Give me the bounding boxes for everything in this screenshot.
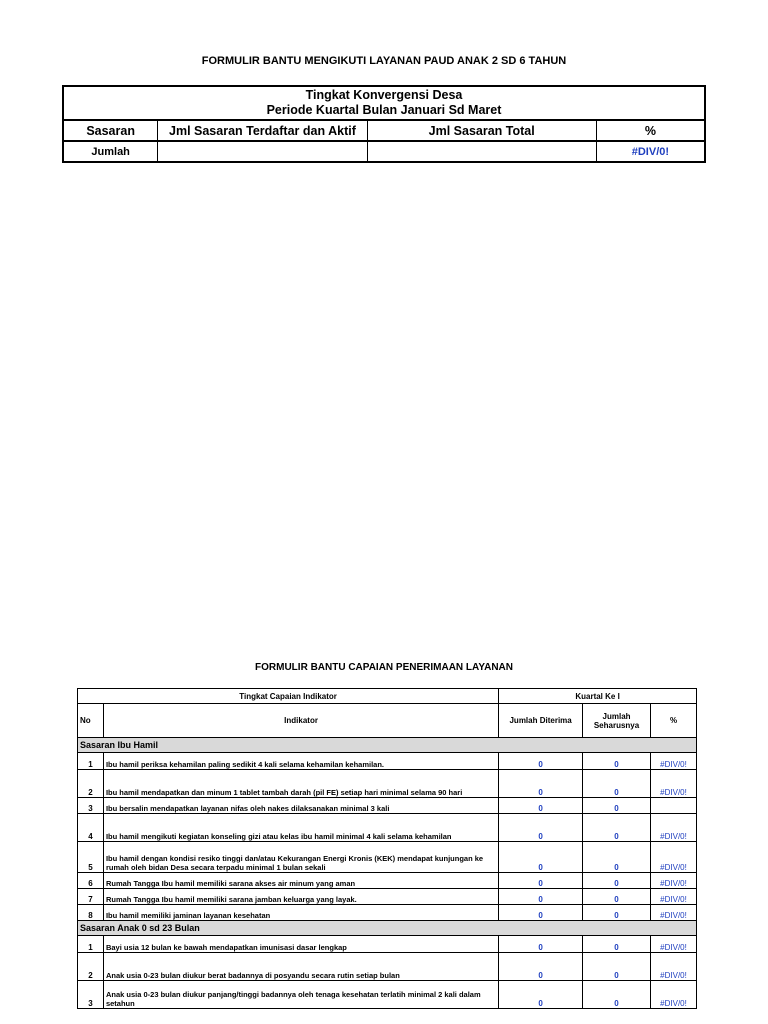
cell-terdaftar[interactable]	[158, 141, 367, 162]
quarter-header: Kuartal Ke I	[499, 689, 697, 704]
form2-title: FORMULIR BANTU CAPAIAN PENERIMAAN LAYANAN	[255, 662, 513, 673]
row-indikator: Ibu hamil memiliki jaminan layanan kesehatan	[103, 905, 498, 921]
col-pct2: %	[651, 704, 697, 738]
table-row	[78, 798, 697, 814]
row-pct: #DIV/0!	[651, 953, 697, 981]
row-pct	[651, 798, 697, 814]
row-indikator: Ibu hamil mendapatkan dan minum 1 tablet tambah darah (pil FE) setiap hari minimal selama 90 hari	[103, 770, 498, 798]
table-row	[78, 753, 697, 770]
row-seharusnya[interactable]: 0	[583, 981, 651, 1009]
row-no: 5	[78, 842, 104, 873]
header-line1: Tingkat Konvergensi Desa	[305, 88, 463, 102]
row-diterima[interactable]: 0	[499, 905, 583, 921]
row-pct: #DIV/0!	[651, 770, 697, 798]
row-no: 3	[78, 798, 104, 814]
row-no: 1	[78, 936, 104, 953]
table-row	[78, 953, 697, 981]
row-no: 8	[78, 905, 104, 921]
cell-pct: #DIV/0!	[596, 141, 705, 162]
col-sasaran: Sasaran	[63, 120, 158, 141]
row-diterima[interactable]: 0	[499, 936, 583, 953]
section-anak-0-23: Sasaran Anak 0 sd 23 Bulan	[78, 921, 697, 936]
row-diterima[interactable]: 0	[499, 873, 583, 889]
row-indikator: Anak usia 0-23 bulan diukur panjang/tinggi badannya oleh tenaga kesehatan terlatih minimal 2 kali dalam setahun	[103, 981, 498, 1009]
row-pct: #DIV/0!	[651, 936, 697, 953]
row-pct: #DIV/0!	[651, 814, 697, 842]
row-indikator: Ibu hamil mengikuti kegiatan konseling gizi atau kelas ibu hamil minimal 4 kali selama kehamilan	[103, 814, 498, 842]
col-seharusnya: Jumlah Seharusnya	[583, 704, 651, 738]
cell-total[interactable]	[367, 141, 596, 162]
row-seharusnya[interactable]: 0	[583, 936, 651, 953]
row-diterima[interactable]: 0	[499, 842, 583, 873]
row-pct: #DIV/0!	[651, 889, 697, 905]
row-diterima[interactable]: 0	[499, 981, 583, 1009]
row-no: 1	[78, 753, 104, 770]
col-total: Jml Sasaran Total	[367, 120, 596, 141]
row-no: 2	[78, 770, 104, 798]
row-pct: #DIV/0!	[651, 753, 697, 770]
row-diterima[interactable]: 0	[499, 889, 583, 905]
row-seharusnya[interactable]: 0	[583, 953, 651, 981]
row-pct: #DIV/0!	[651, 981, 697, 1009]
row-diterima[interactable]: 0	[499, 798, 583, 814]
section-ibu-hamil: Sasaran Ibu Hamil	[78, 738, 697, 753]
form1-title: FORMULIR BANTU MENGIKUTI LAYANAN PAUD ANAK 2 SD 6 TAHUN	[201, 55, 567, 67]
row-indikator: Ibu bersalin mendapatkan layanan nifas oleh nakes dilaksanakan minimal 3 kali	[103, 798, 498, 814]
row-diterima[interactable]: 0	[499, 814, 583, 842]
row-pct: #DIV/0!	[651, 873, 697, 889]
indicator-table	[77, 688, 697, 1009]
row-indikator: Rumah Tangga Ibu hamil memiliki sarana akses air minum yang aman	[103, 873, 498, 889]
row-pct: #DIV/0!	[651, 842, 697, 873]
konvergensi-header	[63, 86, 705, 120]
row-seharusnya[interactable]: 0	[583, 889, 651, 905]
row-seharusnya[interactable]: 0	[583, 842, 651, 873]
konvergensi-table	[62, 85, 706, 163]
col-pct: %	[596, 120, 705, 141]
table-row	[78, 981, 697, 1009]
table-row	[78, 889, 697, 905]
table-row	[78, 873, 697, 889]
row-seharusnya[interactable]: 0	[583, 873, 651, 889]
table-row	[78, 814, 697, 842]
table-row	[78, 770, 697, 798]
col-no: No	[78, 704, 104, 738]
row-seharusnya[interactable]: 0	[583, 753, 651, 770]
group-header: Tingkat Capaian Indikator	[78, 689, 499, 704]
row-indikator: Ibu hamil periksa kehamilan paling sedikit 4 kali selama kehamilan kehamilan.	[103, 753, 498, 770]
row-seharusnya[interactable]: 0	[583, 770, 651, 798]
row-indikator: Anak usia 0-23 bulan diukur berat badannya di posyandu secara rutin setiap bulan	[103, 953, 498, 981]
row-seharusnya[interactable]: 0	[583, 905, 651, 921]
row-indikator: Rumah Tangga Ibu hamil memiliki sarana jamban keluarga yang layak.	[103, 889, 498, 905]
row-no: 6	[78, 873, 104, 889]
row-no: 4	[78, 814, 104, 842]
row-diterima[interactable]: 0	[499, 953, 583, 981]
table-row	[78, 842, 697, 873]
table-row	[78, 905, 697, 921]
row-seharusnya[interactable]: 0	[583, 814, 651, 842]
row-indikator: Bayi usia 12 bulan ke bawah mendapatkan imunisasi dasar lengkap	[103, 936, 498, 953]
row-pct: #DIV/0!	[651, 905, 697, 921]
row-diterima[interactable]: 0	[499, 753, 583, 770]
table-row	[78, 936, 697, 953]
row-no: 7	[78, 889, 104, 905]
row-indikator: Ibu hamil dengan kondisi resiko tinggi dan/atau Kekurangan Energi Kronis (KEK) mendapat kunjungan ke rumah oleh bidan Desa secara terpadu minimal 1 bulan sekali	[103, 842, 498, 873]
row-label: Jumlah	[63, 141, 158, 162]
row-no: 3	[78, 981, 104, 1009]
row-no: 2	[78, 953, 104, 981]
col-diterima: Jumlah Diterima	[499, 704, 583, 738]
row-diterima[interactable]: 0	[499, 770, 583, 798]
row-seharusnya[interactable]: 0	[583, 798, 651, 814]
header-line2: Periode Kuartal Bulan Januari Sd Maret	[266, 103, 502, 117]
col-terdaftar: Jml Sasaran Terdaftar dan Aktif	[158, 120, 367, 141]
col-indikator: Indikator	[103, 704, 498, 738]
